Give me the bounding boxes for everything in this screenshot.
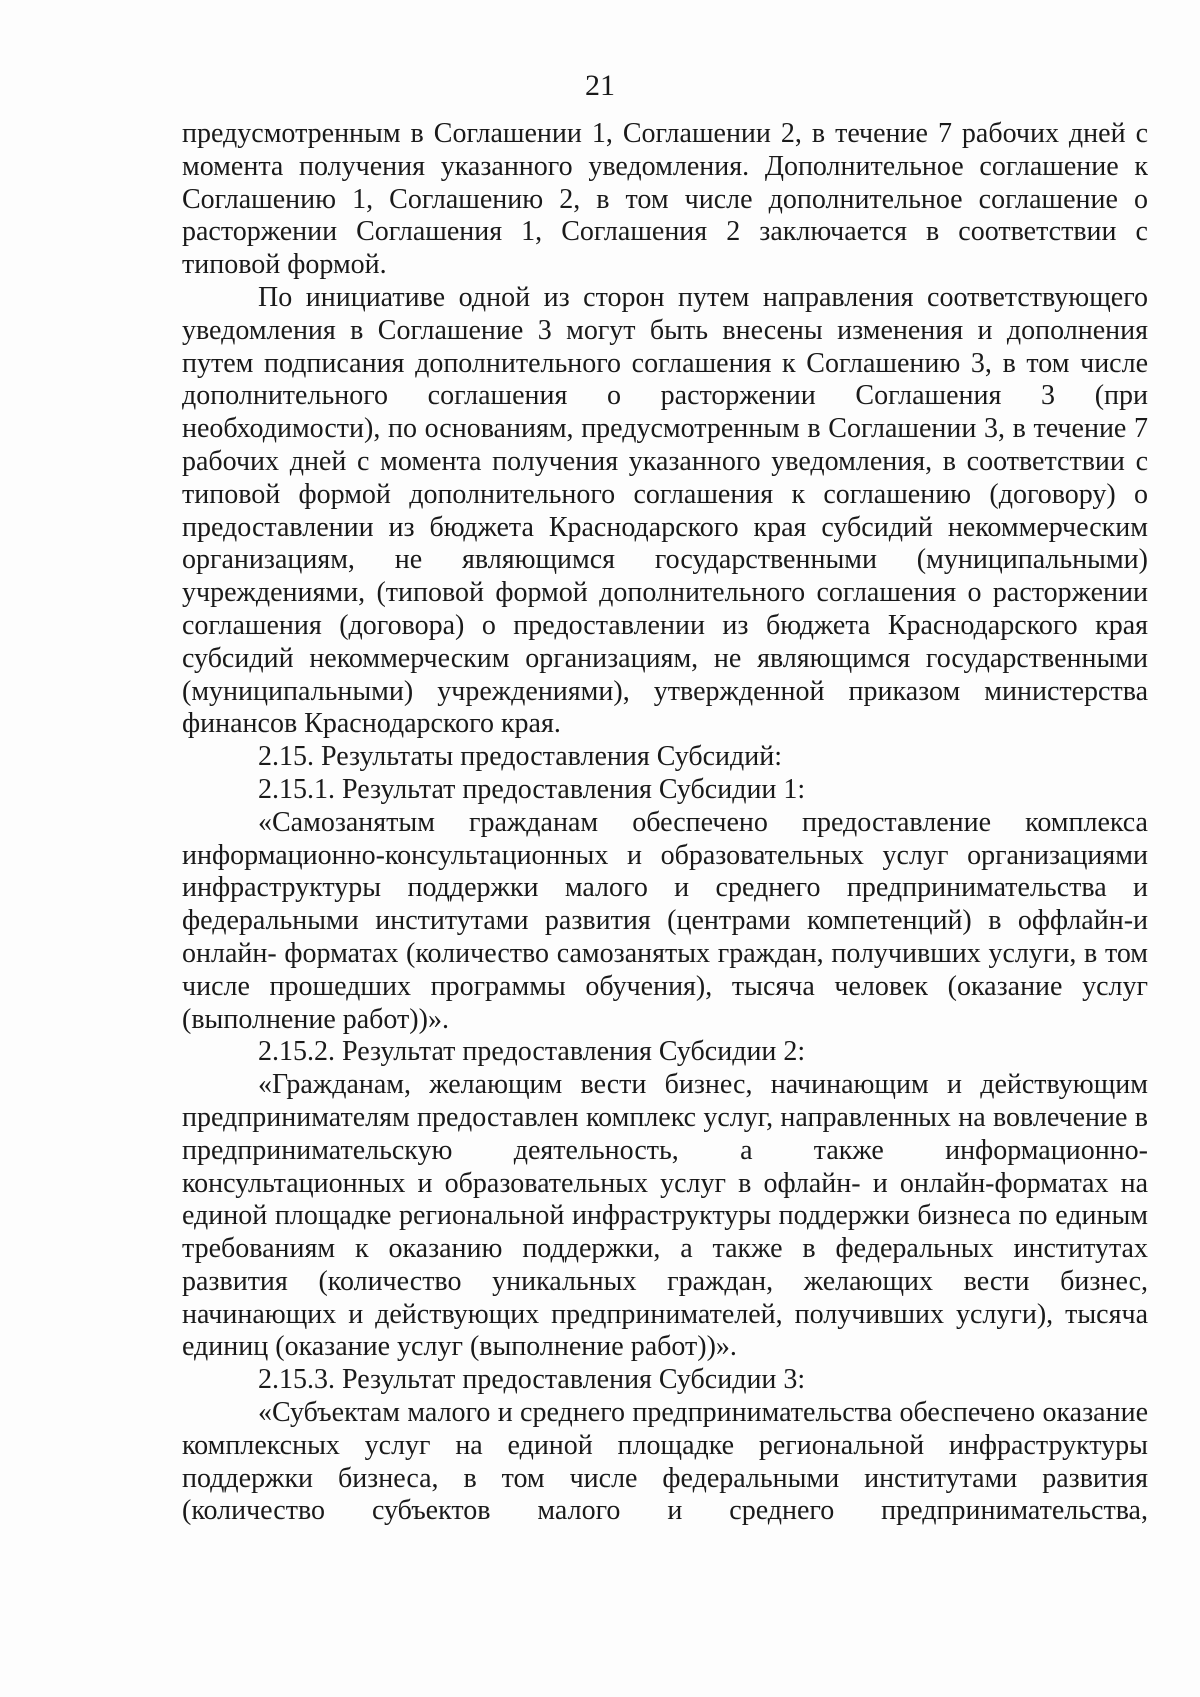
paragraph-result-1: «Самозанятым гражданам обеспечено предоставление комплекса информационно-консультационных и образовательных услуг организациями инфраструктуры поддержки малого и среднего предпринимательства и федеральными институтами развития (центрами компетенций) в оффлайн-и онлайн- форматах (количество самозанятых граждан, получивших услуги, в том числе прошедших программы обучения), тысяча человек (оказание услуг (выполнение работ))». [182,806,1148,1035]
heading-2-15-3: 2.15.3. Результат предоставления Субсидии 3: [258,1364,806,1396]
document-body [182,118,1148,1528]
paragraph-agreement-1-2: предусмотренным в Соглашении 1, Соглашении 2, в течение 7 рабочих дней с момента получения указанного уведомления. Дополнительное соглашение к Соглашению 1, Соглашению 2, в том числе дополнительное соглашение о расторжении Соглашения 1, Соглашения 2 заключается в соответствии с типовой формой. [182,118,1148,281]
heading-2-15-2: 2.15.2. Результат предоставления Субсидии 2: [258,1036,806,1068]
heading-2-15: 2.15. Результаты предоставления Субсидий: [258,741,783,773]
heading-2-15-1: 2.15.1. Результат предоставления Субсидии 1: [258,773,806,805]
paragraph-result-2: «Гражданам, желающим вести бизнес, начинающим и действующим предпринимателям предоставлен комплекс услуг, направленных на вовлечение в предпринимательскую деятельность, а также информационно-консультационных и образовательных услуг в офлайн- и онлайн-форматах на единой площадке региональной инфраструктуры поддержки бизнеса по единым требованиям к оказанию поддержки, а также в федеральных институтах развития (количество уникальных граждан, желающих вести бизнес, начинающих и действующих предпринимателей, получивших услуги), тысяча единиц (оказание услуг (выполнение работ))». [182,1069,1148,1363]
paragraph-result-3: «Субъектам малого и среднего предпринимательства обеспечено оказание комплексных услуг на единой площадке региональной инфраструктуры поддержки бизнеса, в том числе федеральными институтами развития (количество субъектов малого и среднего предпринимательства, [182,1397,1148,1527]
page-number: 21 [585,69,615,102]
paragraph-agreement-3: По инициативе одной из сторон путем направления соответствующего уведомления в Соглашение 3 могут быть внесены изменения и дополнения путем подписания дополнительного соглашения к Соглашению 3, в том числе дополнительного соглашения о расторжении Соглашения 3 (при необходимости), по основаниям, предусмотренным в Соглашении 3, в течение 7 рабочих дней с момента получения указанного уведомления, в соответствии с типовой формой дополнительного соглашения к соглашению (договору) о предоставлении из бюджета Краснодарского края субсидий некоммерческим организациям, не являющимся государственными (муниципальными) учреждениями, (типовой формой дополнительного соглашения о расторжении соглашения (договора) о предоставлении из бюджета Краснодарского края субсидий некоммерческим организациям, не являющимся государственными (муниципальными) учреждениями), утвержденной приказом министерства финансов Краснодарского края. [182,281,1148,740]
